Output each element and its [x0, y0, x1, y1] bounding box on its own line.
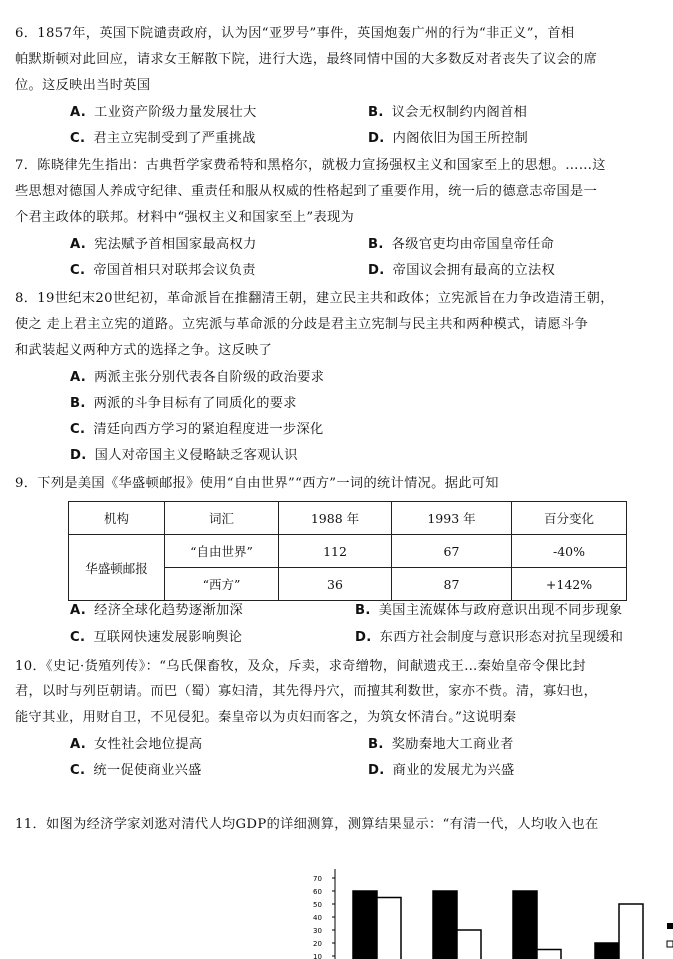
q10-option-b[interactable]	[368, 736, 514, 754]
option-letter: C.	[70, 630, 86, 645]
q8-option-b[interactable]	[70, 395, 297, 413]
option-letter: D.	[368, 131, 385, 146]
q10-stem-line-1: 10．《史记·货殖列传》：“乌氏倮畜牧，及众，斥卖，求奇缯物，间献遗戎王…秦始皇帝令倮比封	[15, 659, 586, 674]
q6-option-b[interactable]	[368, 104, 527, 122]
y-tick-label: 70	[313, 875, 322, 883]
q6-option-d[interactable]	[368, 130, 528, 148]
q7-option-b[interactable]	[368, 236, 554, 254]
q6-stem-line-3: 位。这反映出当时英国	[15, 78, 151, 93]
table-row	[69, 535, 627, 568]
option-text: 宪法赋予首相国家最高权力	[94, 237, 257, 252]
option-text: 东西方社会制度与意识形态对抗呈现缓和	[379, 630, 624, 645]
bar-series-2-3	[537, 950, 561, 959]
option-text: 内阁依旧为国王所控制	[392, 131, 529, 146]
q9-option-d[interactable]	[355, 629, 623, 647]
q7-stem-line-2: 些思想对德国人养成守纪律、重责任和服从权威的性格起到了重要作用，统一后的德意志帝国是一	[15, 184, 598, 199]
option-letter: C.	[70, 422, 86, 437]
option-text: 各级官吏均由帝国皇帝任命	[391, 237, 555, 252]
option-letter: B.	[368, 737, 384, 752]
option-text: 两派的斗争目标有了同质化的要求	[93, 396, 297, 411]
y-tick-label: 50	[313, 901, 322, 909]
option-text: 美国主流媒体与政府意识出现不同步现象	[378, 603, 623, 618]
bar-series-2-2	[457, 930, 481, 959]
option-text: 国人对帝国主义侵略缺乏客观认识	[94, 448, 298, 463]
y-tick-label: 60	[313, 888, 322, 896]
option-letter: B.	[368, 237, 384, 252]
q10-option-a[interactable]	[70, 736, 202, 754]
option-letter: B.	[70, 396, 86, 411]
table-header-cell: 机构	[69, 502, 165, 535]
option-text: 互联网快速发展影响舆论	[93, 630, 243, 645]
option-text: 君主立宪制受到了严重挑战	[93, 131, 256, 146]
q11-stem: 11．如图为经济学家刘逖对清代人均GDP的详细测算，测算结果显示：“有清一代，人均收入也在	[15, 817, 599, 832]
option-text: 工业资产阶级力量发展壮大	[94, 105, 257, 120]
q7-stem-line-1: 7．陈晓律先生指出：古典哲学家费希特和黑格尔，就极力宣扬强权主义和国家至上的思想。……这	[15, 158, 606, 173]
bar-series-1-2	[433, 891, 457, 959]
option-letter: C.	[70, 763, 86, 778]
option-text: 两派主张分别代表各自阶级的政治要求	[94, 370, 325, 385]
q6-stem-line-2: 帕默斯顿对此回应，请求女王解散下院，进行大选，最终同情中国的大多数反对者丧失了议会的席	[15, 52, 598, 67]
q7-stem-line-3: 个君主政体的联邦。材料中“强权主义和国家至上”表现为	[15, 210, 355, 225]
q8-stem-line-3: 和武装起义两种方式的选择之争。这反映了	[15, 343, 273, 358]
option-text: 帝国议会拥有最高的立法权	[392, 263, 556, 278]
option-letter: A.	[70, 737, 87, 752]
q8-stem-line-1: 8．19世纪末20世纪初，革命派旨在推翻清王朝，建立民主共和政体；立宪派旨在力争改造清王朝，	[15, 291, 614, 306]
y-tick-label: 30	[313, 927, 322, 935]
option-letter: C.	[70, 263, 86, 278]
option-letter: D.	[70, 448, 87, 463]
option-letter: B.	[355, 603, 371, 618]
table-header-cell: 百分变化	[512, 502, 627, 535]
bar-series-2-1	[377, 898, 401, 959]
q7-option-d[interactable]	[368, 262, 555, 280]
table-change-cell: -40%	[512, 535, 627, 568]
option-letter: D.	[355, 630, 372, 645]
q7-option-c[interactable]	[70, 262, 256, 280]
q8-option-c[interactable]	[70, 421, 324, 439]
option-text: 统一促使商业兴盛	[93, 763, 202, 778]
table-header-cell: 词汇	[165, 502, 279, 535]
table-org-cell: 华盛顿邮报	[69, 535, 165, 601]
q9-stem: 9．下列是美国《华盛顿邮报》使用“自由世界”“西方”一词的统计情况。据此可知	[15, 476, 499, 491]
option-letter: B.	[368, 105, 384, 120]
option-letter: C.	[70, 131, 86, 146]
q6-stem-line-1: 6．1857年，英国下院谴责政府，认为因“亚罗号”事件，英国炮轰广州的行为“非正义”，首相	[15, 26, 575, 41]
table-header-cell: 1993 年	[392, 502, 512, 535]
bar-series-2-4	[619, 904, 643, 959]
table-change-cell: +142%	[512, 568, 627, 601]
q8-option-d[interactable]	[70, 447, 298, 465]
option-letter: A.	[70, 603, 87, 618]
option-text: 经济全球化趋势逐渐加深	[94, 603, 244, 618]
table-value-cell: 112	[279, 535, 392, 568]
q10-option-c[interactable]	[70, 762, 202, 780]
q7-option-a[interactable]	[70, 236, 257, 254]
q6-option-c[interactable]	[70, 130, 256, 148]
option-text: 商业的发展尤为兴盛	[392, 763, 515, 778]
y-tick-label: 10	[313, 953, 322, 959]
bar-series-1-1	[353, 891, 377, 959]
option-text: 清廷向西方学习的紧迫程度进一步深化	[93, 422, 324, 437]
q9-option-c[interactable]	[70, 629, 242, 647]
table-term-cell: “西方”	[165, 568, 279, 601]
q9-option-a[interactable]	[70, 602, 243, 620]
legend-swatch-series-1	[667, 923, 673, 929]
q10-stem-line-2: 君，以时与列臣朝请。而巴（蜀）寡妇清，其先得丹穴，而擅其利数世，家亦不赀。清，寡妇也，	[15, 684, 598, 699]
bar-series-1-3	[513, 891, 537, 959]
option-letter: A.	[70, 370, 87, 385]
gdp-bar-chart	[305, 865, 673, 959]
table-value-cell: 36	[279, 568, 392, 601]
table-term-cell: “自由世界”	[165, 535, 279, 568]
table-value-cell: 87	[392, 568, 512, 601]
table-header-cell: 1988 年	[279, 502, 392, 535]
option-text: 帝国首相只对联邦会议负责	[93, 263, 256, 278]
q6-option-a[interactable]	[70, 104, 257, 122]
legend-swatch-series-2	[667, 941, 673, 947]
q10-stem-line-3: 能守其业，用财自卫，不见侵犯。秦皇帝以为贞妇而客之，为筑女怀清台。”这说明秦	[15, 710, 517, 725]
table-value-cell: 67	[392, 535, 512, 568]
q9-option-b[interactable]	[355, 602, 622, 620]
y-tick-label: 40	[313, 914, 322, 922]
table-header-row	[69, 502, 627, 535]
q8-option-a[interactable]	[70, 369, 324, 387]
option-letter: D.	[368, 763, 385, 778]
option-letter: D.	[368, 263, 385, 278]
option-letter: A.	[70, 237, 87, 252]
q9-statistics-table	[68, 501, 627, 601]
q8-stem-line-2: 使之 走上君主立宪的道路。立宪派与革命派的分歧是君主立宪制与民主共和两种模式，请愿斗争	[15, 317, 589, 332]
option-text: 议会无权制约内阁首相	[391, 105, 528, 120]
y-tick-label: 20	[313, 940, 322, 948]
option-text: 奖励秦地大工商业者	[391, 737, 514, 752]
option-text: 女性社会地位提高	[94, 737, 203, 752]
bar-series-1-4	[595, 943, 619, 959]
q10-option-d[interactable]	[368, 762, 515, 780]
option-letter: A.	[70, 105, 87, 120]
